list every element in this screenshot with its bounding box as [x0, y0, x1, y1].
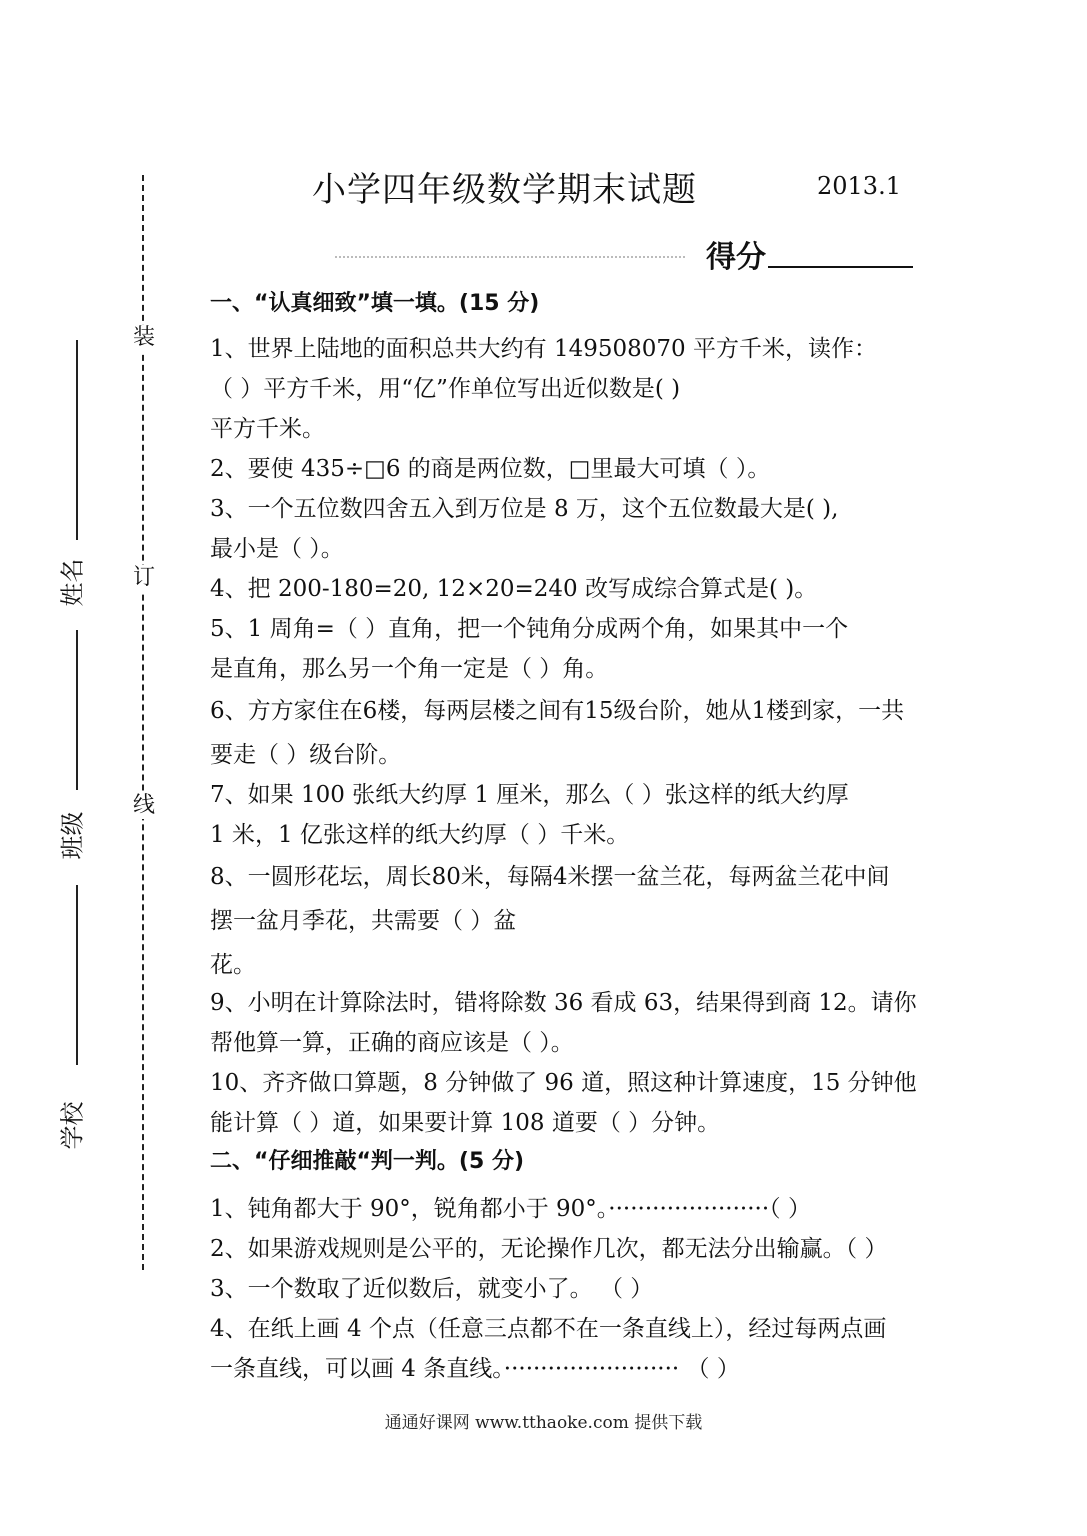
question-line: 2、如果游戏规则是公平的，无论操作几次，都无法分出输赢。（ ） [210, 1236, 888, 1262]
question-line: 4、把 200-180=20, 12×20=240 改写成综合算式是( )。 [210, 576, 818, 602]
name-field-line [76, 340, 78, 540]
question-line: 能计算（ ）道，如果要计算 108 道要（ ）分钟。 [210, 1110, 721, 1136]
binding-char-zhuang: 装 [132, 325, 155, 350]
binding-char-xian: 线 [132, 793, 155, 818]
score-label: 得分 [706, 240, 766, 275]
class-field-line [76, 630, 78, 790]
question-line: 3、一个数取了近似数后，就变小了。 （ ） [210, 1276, 654, 1302]
page-title: 小学四年级数学期末试题 [312, 170, 697, 210]
question-line: 6、方方家住在6楼，每两层楼之间有15级台阶，她从1楼到家，一共 [210, 698, 905, 724]
question-line: 3、一个五位数四舍五入到万位是 8 万，这个五位数最大是( ), [210, 496, 839, 522]
question-line: 要走（ ）级台阶。 [210, 742, 402, 768]
dotted-divider [335, 256, 685, 258]
question-line: 9、小明在计算除法时，错将除数 36 看成 63，结果得到商 12。请你 [210, 990, 917, 1016]
binding-char-ding: 订 [132, 565, 155, 590]
question-line: 帮他算一算，正确的商应该是（ ）。 [210, 1030, 574, 1056]
question-line: 7、如果 100 张纸大约厚 1 厘米，那么（ ）张这样的纸大约厚 [210, 782, 849, 808]
question-line: 4、在纸上画 4 个点（任意三点都不在一条直线上），经过每两点画 [210, 1316, 887, 1342]
score-blank[interactable] [768, 266, 913, 268]
question-line: 花。 [210, 952, 256, 978]
school-field-line [76, 885, 78, 1065]
question-line: 10、齐齐做口算题，8 分钟做了 96 道，照这种计算速度，15 分钟他 [210, 1070, 917, 1096]
exam-date: 2013.1 [817, 172, 901, 200]
question-line: 最小是（ ）。 [210, 536, 344, 562]
footer-credit: 通通好课网 www.tthaoke.com 提供下载 [384, 1413, 703, 1433]
section-fill-in-title: 一、“认真细致”填一填。(15 分) [210, 291, 540, 316]
school-label: 学校 [58, 1101, 87, 1150]
question-line: 一条直线，可以画 4 条直线。························ （ ） [210, 1356, 740, 1382]
question-line: 平方千米。 [210, 416, 325, 442]
question-line: 5、1 周角=（ ）直角，把一个钝角分成两个角，如果其中一个 [210, 616, 849, 642]
question-line: 1、世界上陆地的面积总共大约有 149508070 平方千米，读作： [210, 336, 877, 362]
question-line: 8、一圆形花坛，周长80米，每隔4米摆一盆兰花，每两盆兰花中间 [210, 864, 890, 890]
name-label: 姓名 [58, 558, 87, 607]
question-line: 是直角，那么另一个角一定是（ ）角。 [210, 656, 609, 682]
question-line: 2、要使 435÷□6 的商是两位数，□里最大可填（ ）。 [210, 456, 771, 482]
question-line: 摆一盆月季花，共需要（ ）盆 [210, 908, 517, 934]
question-line: 1 米，1 亿张这样的纸大约厚（ ）千米。 [210, 822, 630, 848]
section-judge-title: 二、“仔细推敲“判一判。(5 分) [210, 1149, 524, 1174]
question-line: 1、钝角都大于 90°，锐角都小于 90°。······················（ ） [210, 1196, 811, 1222]
question-line: （ ）平方千米，用“亿”作单位写出近似数是( ) [210, 376, 681, 402]
class-label: 班级 [58, 811, 87, 860]
